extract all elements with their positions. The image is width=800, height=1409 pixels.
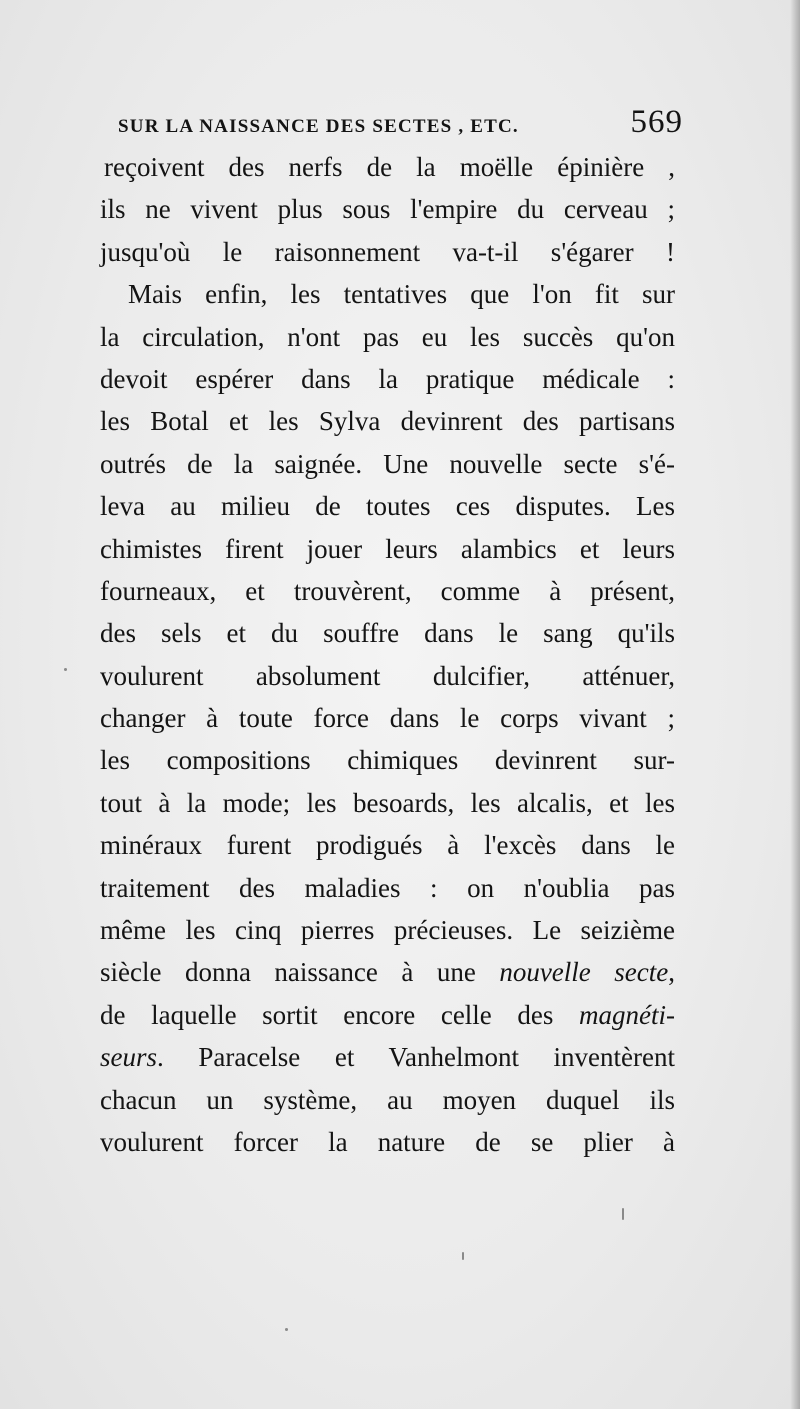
text-line: les Botal et les Sylva devinrent des partisans [100,406,675,437]
roman-run: , [668,957,675,988]
running-header [118,106,683,146]
text-line: outrés de la saignée. Une nouvelle secte s'é- [100,448,675,479]
text-line: traitement des maladies : on n'oublia pas [100,872,675,903]
italic-run: seurs [100,1042,158,1073]
text-line: la circulation, n'ont pas eu les succès qu'on [100,321,675,352]
text-line: chimistes firent jouer leurs alambics et leurs [100,533,675,564]
text-line: même les cinq pierres précieuses. Le seizième [100,915,675,946]
text-line: voulurent forcer la nature de se plier à [100,1126,675,1157]
roman-run: . Paracelse et Vanhelmont inventèrent [157,1042,675,1073]
text-line: devoit espérer dans la pratique médicale : [100,363,675,394]
paper-speck [285,1328,288,1331]
roman-run: de laquelle sortit encore celle des [100,999,580,1030]
text-line: leva au milieu de toutes ces disputes. Les [100,491,675,522]
running-title: SUR LA NAISSANCE DES SECTES , ETC. [118,116,519,137]
text-line: jusqu'où le raisonnement va-t-il s'égarer ! [100,236,675,267]
text-line: changer à toute force dans le corps vivant ; [100,703,675,734]
text-line [100,1036,675,1078]
text-line: voulurent absolument dulcifier, atténuer, [100,660,675,691]
roman-run: siècle donna naissance à une [100,957,500,988]
text-line: reçoivent des nerfs de la moëlle épinière , [104,152,675,182]
text-line: minéraux furent prodigués à l'excès dans le [100,830,675,861]
text-line: les compositions chimiques devinrent sur- [100,745,675,776]
paper-speck [64,668,67,671]
paper-speck [622,1208,624,1220]
text-line: tout à la mode; les besoards, les alcalis, et les [100,787,675,818]
text-line: chacun un système, au moyen duquel ils [100,1084,675,1115]
body-text [100,146,675,1163]
text-line: ils ne vivent plus sous l'empire du cerveau ; [100,194,675,225]
paper-speck [462,1252,464,1260]
italic-run: magnéti- [579,999,675,1030]
text-line: Mais enfin, les tentatives que l'on fit sur [128,279,675,310]
text-line: fourneaux, et trouvèrent, comme à présent, [100,575,675,606]
text-line [100,994,675,1036]
text-line: des sels et du souffre dans le sang qu'ils [100,618,675,649]
italic-run: nouvelle secte [499,957,669,988]
text-line [100,951,675,993]
page-number: 569 [630,104,683,140]
